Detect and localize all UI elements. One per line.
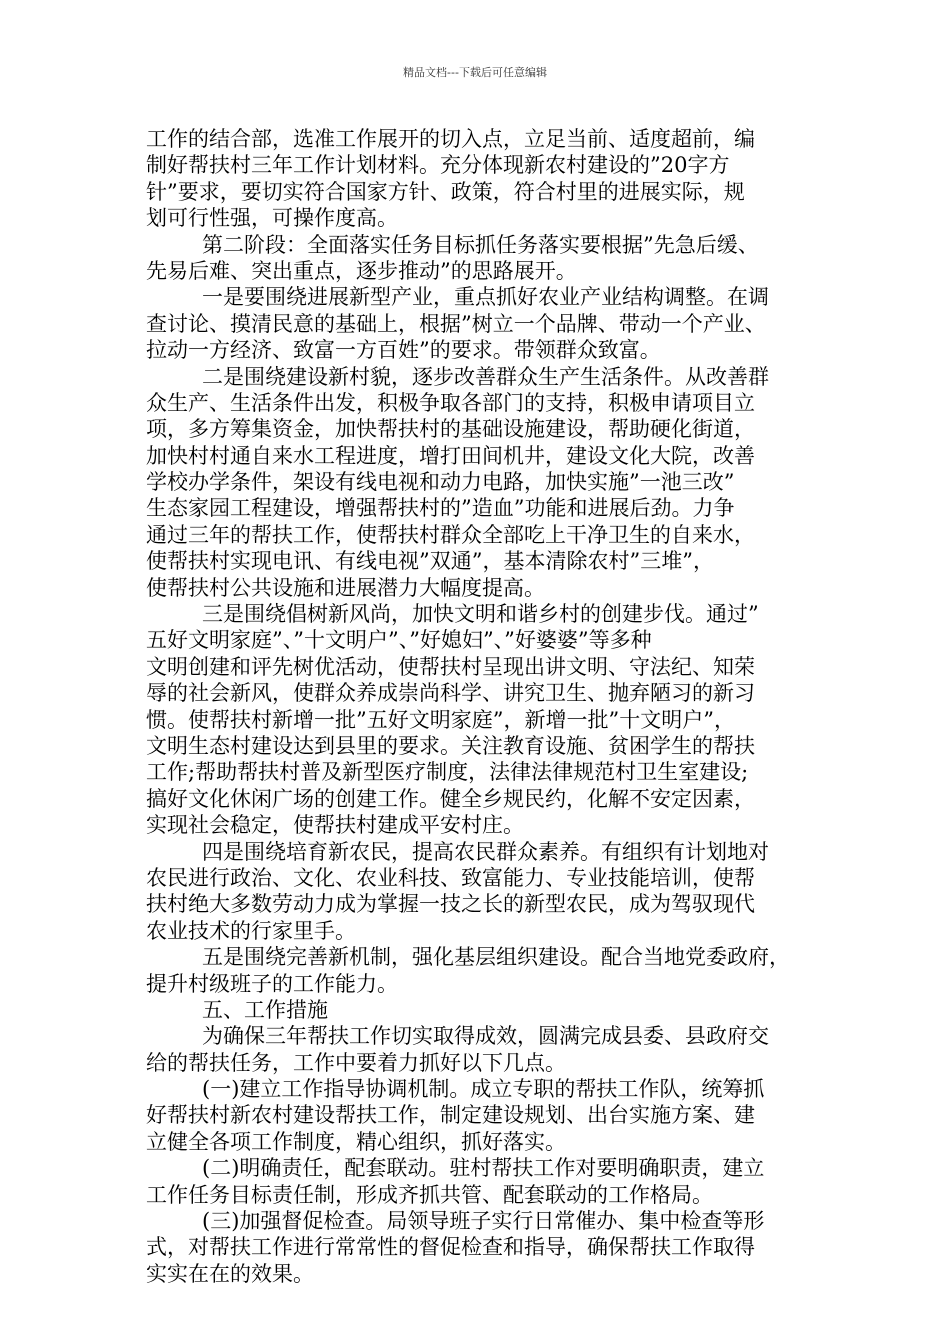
text-line: 使帮扶村实现电讯、有线电视”双通”，基本清除农村”三堆”，: [146, 549, 714, 574]
text-line: 实现社会稳定，使帮扶村建成平安村庄。: [146, 813, 524, 838]
paragraph-start: (三)加强督促检查。局领导班子实行日常催办、集中检查等形: [202, 1209, 765, 1234]
text-line: 提升村级班子的工作能力。: [146, 971, 398, 996]
text-line: 式，对帮扶工作进行常常性的督促检查和指导，确保帮扶工作取得: [146, 1235, 755, 1260]
text-line: 文明创建和评先树优活动，使帮扶村呈现出讲文明、守法纪、知荣: [146, 654, 755, 679]
text-line: 辱的社会新风，使群众养成崇尚科学、讲究卫生、抛弃陋习的新习: [146, 681, 755, 706]
text-line: 拉动一方经济、致富一方百姓”的要求。带领群众致富。: [146, 338, 661, 363]
paragraph-start: 三是围绕倡树新风尚，加快文明和谐乡村的创建步伐。通过”: [202, 602, 759, 627]
text-line: 农民进行政治、文化、农业科技、致富能力、专业技能培训，使帮: [146, 865, 755, 890]
page-header: 精品文档---下载后可任意编辑: [403, 66, 547, 79]
section-heading: 五、工作措施: [202, 997, 328, 1022]
text-line: 查讨论、摸清民意的基础上，根据”树立一个品牌、带动一个产业、: [146, 311, 766, 336]
text-line: 立健全各项工作制度，精心组织，抓好落实。: [146, 1129, 566, 1154]
text-line: 实实在在的效果。: [146, 1261, 314, 1286]
text-line: 搞好文化休闲广场的创建工作。健全乡规民约，化解不安定因素，: [146, 786, 755, 811]
paragraph-start: 为确保三年帮扶工作切实取得成效，圆满完成县委、县政府交: [202, 1024, 769, 1049]
paragraph-start: 第二阶段：全面落实任务目标抓任务落实要根据”先急后缓、: [202, 232, 759, 257]
paragraph-start: 五是围绕完善新机制，强化基层组织建设。配合当地党委政府，: [202, 945, 790, 970]
text-line: 众生产、生活条件出发，积极争取各部门的支持，积极申请项目立: [146, 390, 755, 415]
text-line: 工作的结合部，选准工作展开的切入点，立足当前、适度超前，编: [146, 127, 755, 151]
paragraph-start: 二是围绕建设新村貌，逐步改善群众生产生活条件。从改善群: [202, 364, 769, 389]
text-line: 农业技术的行家里手。: [146, 918, 356, 943]
text-line: 划可行性强，可操作度高。: [146, 206, 398, 231]
paragraph-start: (一)建立工作指导协调机制。成立专职的帮扶工作队，统筹抓: [202, 1077, 765, 1102]
text-line: 工作任务目标责任制，形成齐抓共管、配套联动的工作格局。: [146, 1182, 713, 1207]
text-line: 工作;帮助帮扶村普及新型医疗制度，法律法律规范村卫生室建设;: [146, 760, 749, 785]
paragraph-start: 一是要围绕进展新型产业，重点抓好农业产业结构调整。在调: [202, 285, 769, 310]
text-line: 文明生态村建设达到县里的要求。关注教育设施、贫困学生的帮扶: [146, 733, 755, 758]
paragraph-start: 四是围绕培育新农民，提高农民群众素养。有组织有计划地对: [202, 839, 769, 864]
text-line: 生态家园工程建设，增强帮扶村的”造血”功能和进展后劲。力争: [146, 496, 735, 521]
text-line: 项，多方筹集资金，加快帮扶村的基础设施建设，帮助硬化街道，: [146, 417, 755, 442]
text-line: 加快村村通自来水工程进度，增打田间机井，建设文化大院，改善: [146, 443, 755, 468]
text-line: 使帮扶村公共设施和进展潜力大幅度提高。: [146, 575, 545, 600]
text-line: 通过三年的帮扶工作，使帮扶村群众全部吃上干净卫生的自来水，: [146, 522, 755, 547]
text-line: 扶村绝大多数劳动力成为掌握一技之长的新型农民，成为驾驭现代: [146, 892, 755, 917]
text-line: 制好帮扶村三年工作计划材料。充分体现新农村建设的”20字方: [146, 153, 730, 178]
text-line: 针”要求，要切实符合国家方针、政策，符合村里的进展实际，规: [146, 179, 745, 204]
paragraph-start: (二)明确责任，配套联动。驻村帮扶工作对要明确职责，建立: [202, 1156, 765, 1181]
text-line: 惯。使帮扶村新增一批”五好文明家庭”，新增一批”十文明户”，: [146, 707, 735, 732]
text-line: 给的帮扶任务，工作中要着力抓好以下几点。: [146, 1050, 566, 1075]
text-line: 先易后难、突出重点，逐步推动”的思路展开。: [146, 258, 577, 283]
text-line: 五好文明家庭”、”十文明户”、”好媳妇”、”好婆婆”等多种: [146, 628, 652, 653]
body-text: [146, 126, 836, 1287]
text-line: 好帮扶村新农村建设帮扶工作，制定建设规划、出台实施方案、建: [146, 1103, 755, 1128]
text-line: 学校办学条件，架设有线电视和动力电路，加快实施”一池三改”: [146, 470, 735, 495]
